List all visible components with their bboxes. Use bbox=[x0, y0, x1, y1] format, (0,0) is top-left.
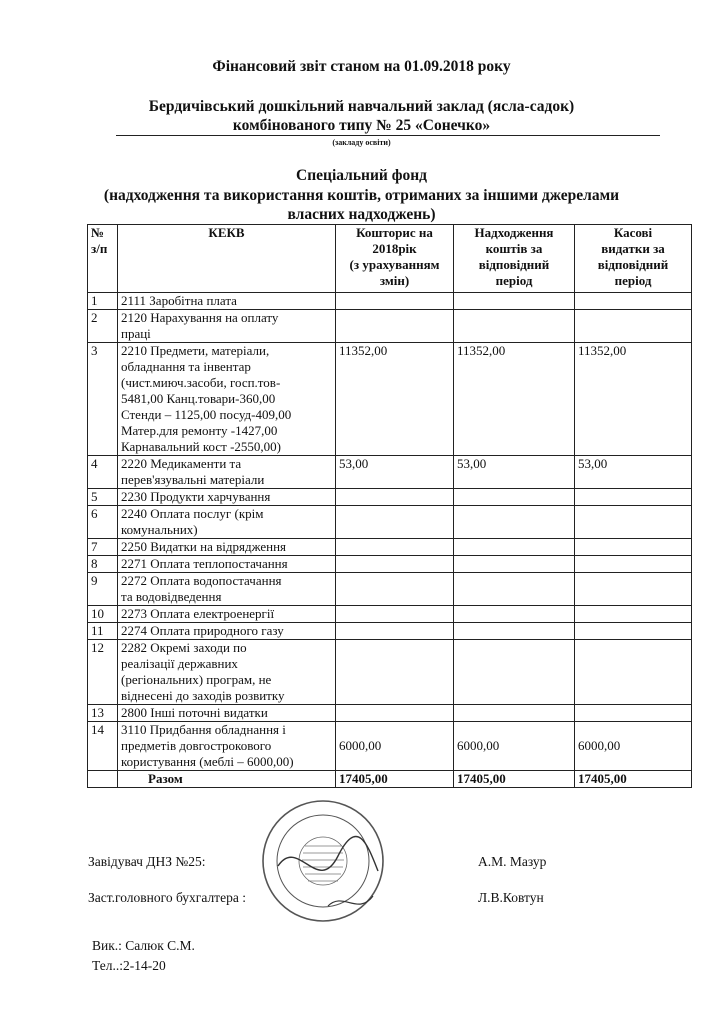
row-budget bbox=[336, 606, 454, 623]
row-kekv: 2120 Нарахування на оплату праці bbox=[118, 310, 336, 343]
row-num: 4 bbox=[88, 456, 118, 489]
header-num: № з/п bbox=[88, 225, 118, 293]
row-spent bbox=[575, 506, 692, 539]
row-spent bbox=[575, 310, 692, 343]
row-received bbox=[454, 293, 575, 310]
row-received bbox=[454, 489, 575, 506]
row-budget bbox=[336, 640, 454, 705]
special-fund-table bbox=[87, 224, 692, 788]
header-spent: Касові видатки за відповідний період bbox=[575, 225, 692, 293]
row-num: 11 bbox=[88, 623, 118, 640]
row-kekv: 2220 Медикаменти та перев'язувальні матеріали bbox=[118, 456, 336, 489]
phone-line: Тел..:2-14-20 bbox=[92, 958, 166, 973]
row-kekv: 2272 Оплата водопостачання та водовідведення bbox=[118, 573, 336, 606]
row-budget: 6000,00 bbox=[336, 722, 454, 771]
row-received bbox=[454, 573, 575, 606]
table-header-row bbox=[88, 225, 692, 293]
header-budget: Кошторис на 2018рік (з урахуванням змін) bbox=[336, 225, 454, 293]
row-budget bbox=[336, 310, 454, 343]
row-kekv: 2250 Видатки на відрядження bbox=[118, 539, 336, 556]
report-title: Фінансовий звіт станом на 01.09.2018 року bbox=[212, 58, 511, 75]
table-row bbox=[88, 293, 692, 310]
fund-title: Спеціальний фонд bbox=[296, 167, 427, 184]
table-body bbox=[88, 293, 692, 771]
row-spent bbox=[575, 606, 692, 623]
row-budget bbox=[336, 556, 454, 573]
row-num: 8 bbox=[88, 556, 118, 573]
row-kekv: 2111 Заробітна плата bbox=[118, 293, 336, 310]
row-kekv: 3110 Придбання обладнання і предметів довгострокового користування (меблі – 6000,00) bbox=[118, 722, 336, 771]
row-spent bbox=[575, 640, 692, 705]
row-spent bbox=[575, 293, 692, 310]
table-row bbox=[88, 456, 692, 489]
table-row bbox=[88, 556, 692, 573]
row-num: 9 bbox=[88, 573, 118, 606]
director-name: А.М. Мазур bbox=[478, 854, 547, 869]
table-total-row bbox=[88, 771, 692, 788]
total-budget: 17405,00 bbox=[336, 771, 454, 788]
row-spent bbox=[575, 705, 692, 722]
row-num: 3 bbox=[88, 343, 118, 456]
table-row bbox=[88, 539, 692, 556]
row-received bbox=[454, 606, 575, 623]
row-received bbox=[454, 310, 575, 343]
executor-line: Вик.: Салюк С.М. bbox=[92, 938, 195, 953]
row-received: 53,00 bbox=[454, 456, 575, 489]
row-spent bbox=[575, 623, 692, 640]
row-received bbox=[454, 705, 575, 722]
table-row bbox=[88, 623, 692, 640]
table-row bbox=[88, 705, 692, 722]
director-label: Завідувач ДНЗ №25: bbox=[88, 854, 206, 869]
row-received: 6000,00 bbox=[454, 722, 575, 771]
row-budget: 11352,00 bbox=[336, 343, 454, 456]
fund-subtitle-line1: (надходження та використання коштів, отриманих за іншими джерелами bbox=[103, 187, 620, 204]
row-spent: 6000,00 bbox=[575, 722, 692, 771]
row-spent: 53,00 bbox=[575, 456, 692, 489]
row-received bbox=[454, 556, 575, 573]
row-budget bbox=[336, 293, 454, 310]
header-received: Надходження коштів за відповідний період bbox=[454, 225, 575, 293]
table-row bbox=[88, 606, 692, 623]
row-budget bbox=[336, 573, 454, 606]
institution-caption: (закладу освіти) bbox=[332, 138, 391, 147]
table-row bbox=[88, 343, 692, 456]
table-row bbox=[88, 640, 692, 705]
row-spent bbox=[575, 489, 692, 506]
total-num-cell bbox=[88, 771, 118, 788]
table-row bbox=[88, 489, 692, 506]
row-num: 6 bbox=[88, 506, 118, 539]
table-row bbox=[88, 310, 692, 343]
row-received bbox=[454, 539, 575, 556]
total-label: Разом bbox=[118, 771, 336, 788]
row-budget bbox=[336, 705, 454, 722]
row-kekv: 2274 Оплата природного газу bbox=[118, 623, 336, 640]
row-kekv: 2210 Предмети, матеріали, обладнання та інвентар (чист.миюч.засоби, госп.тов- 5481,00 Канц.товари-360,00 Стенди – 1125,00 посуд-409,00 Матер.для ремонту -1427,00 Карнавальний кост -2550,00) bbox=[118, 343, 336, 456]
table-row bbox=[88, 722, 692, 771]
institution-name-line1: Бердичівський дошкільний навчальний заклад (ясла-садок) bbox=[148, 98, 575, 115]
institution-name-line2: комбінованого типу № 25 «Сонечко» bbox=[232, 117, 491, 134]
institution-stamp bbox=[258, 796, 388, 926]
table-row bbox=[88, 573, 692, 606]
row-received bbox=[454, 640, 575, 705]
total-received: 17405,00 bbox=[454, 771, 575, 788]
row-kekv: 2800 Інші поточні видатки bbox=[118, 705, 336, 722]
row-budget bbox=[336, 623, 454, 640]
row-budget: 53,00 bbox=[336, 456, 454, 489]
row-num: 10 bbox=[88, 606, 118, 623]
row-spent: 11352,00 bbox=[575, 343, 692, 456]
row-num: 2 bbox=[88, 310, 118, 343]
row-kekv: 2240 Оплата послуг (крім комунальних) bbox=[118, 506, 336, 539]
row-budget bbox=[336, 489, 454, 506]
row-spent bbox=[575, 556, 692, 573]
row-budget bbox=[336, 506, 454, 539]
row-kekv: 2282 Окремі заходи по реалізації державних (регіональних) програм, не віднесені до заходів розвитку bbox=[118, 640, 336, 705]
row-received: 11352,00 bbox=[454, 343, 575, 456]
accountant-name: Л.В.Ковтун bbox=[478, 890, 544, 905]
row-spent bbox=[575, 539, 692, 556]
row-budget bbox=[336, 539, 454, 556]
row-num: 13 bbox=[88, 705, 118, 722]
row-received bbox=[454, 506, 575, 539]
stamp-seal-icon bbox=[258, 796, 388, 926]
institution-underline bbox=[116, 135, 660, 136]
header-kekv: КЕКВ bbox=[118, 225, 336, 293]
row-kekv: 2230 Продукти харчування bbox=[118, 489, 336, 506]
accountant-label: Заст.головного бухгалтера : bbox=[88, 890, 246, 905]
row-spent bbox=[575, 573, 692, 606]
row-num: 7 bbox=[88, 539, 118, 556]
total-spent: 17405,00 bbox=[575, 771, 692, 788]
row-num: 5 bbox=[88, 489, 118, 506]
row-num: 12 bbox=[88, 640, 118, 705]
row-kekv: 2271 Оплата теплопостачання bbox=[118, 556, 336, 573]
table-row bbox=[88, 506, 692, 539]
fund-subtitle-line2: власних надходжень) bbox=[287, 206, 436, 223]
row-num: 14 bbox=[88, 722, 118, 771]
row-kekv: 2273 Оплата електроенергії bbox=[118, 606, 336, 623]
row-received bbox=[454, 623, 575, 640]
row-num: 1 bbox=[88, 293, 118, 310]
